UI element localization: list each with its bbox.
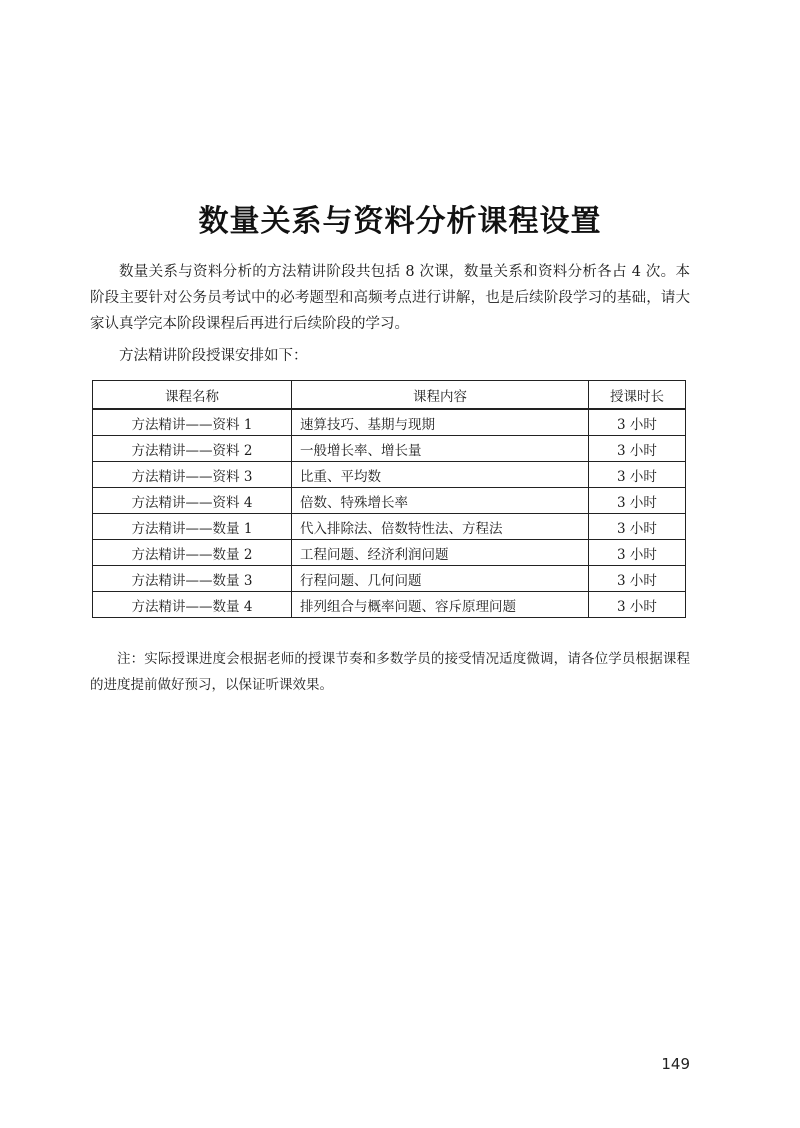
- course-duration-cell: 3 小时: [589, 514, 686, 540]
- header-course-duration: 授课时长: [589, 381, 686, 410]
- course-name-cell: 方法精讲——数量 3: [93, 566, 292, 592]
- page-number: 149: [661, 1055, 690, 1073]
- course-content-cell: 倍数、特殊增长率: [292, 488, 589, 514]
- course-duration-cell: 3 小时: [589, 436, 686, 462]
- intro-paragraph: 数量关系与资料分析的方法精讲阶段共包括 8 次课，数量关系和资料分析各占 4 次。本阶段主要针对公务员考试中的必考题型和高频考点进行讲解，也是后续阶段学习的基础，请大家认真学完本阶段课程后再进行后续阶段的学习。: [90, 264, 690, 332]
- course-duration-cell: 3 小时: [589, 566, 686, 592]
- table-row: [93, 462, 686, 488]
- table-row: [93, 436, 686, 462]
- schedule-note: 注：实际授课进度会根据老师的授课节奏和多数学员的接受情况适度微调，请各位学员根据课程的进度提前做好预习，以保证听课效果。: [90, 651, 690, 693]
- course-duration-cell: 3 小时: [589, 488, 686, 514]
- table-row: [93, 514, 686, 540]
- course-duration-cell: 3 小时: [589, 592, 686, 618]
- table-row: [93, 540, 686, 566]
- course-name-cell: 方法精讲——资料 1: [93, 409, 292, 436]
- course-content-cell: 比重、平均数: [292, 462, 589, 488]
- course-name-cell: 方法精讲——数量 4: [93, 592, 292, 618]
- table-row: [93, 592, 686, 618]
- course-duration-cell: 3 小时: [589, 409, 686, 436]
- course-content-cell: 工程问题、经济利润问题: [292, 540, 589, 566]
- course-name-cell: 方法精讲——资料 3: [93, 462, 292, 488]
- course-content-cell: 代入排除法、倍数特性法、方程法: [292, 514, 589, 540]
- course-name-cell: 方法精讲——资料 4: [93, 488, 292, 514]
- header-course-name: 课程名称: [93, 381, 292, 410]
- table-row: [93, 566, 686, 592]
- schedule-lead-text: 方法精讲阶段授课安排如下：: [119, 348, 308, 364]
- course-content-cell: 一般增长率、增长量: [292, 436, 589, 462]
- course-content-cell: 排列组合与概率问题、容斥原理问题: [292, 592, 589, 618]
- course-duration-cell: 3 小时: [589, 462, 686, 488]
- table-row: [93, 409, 686, 436]
- page-title: 数量关系与资料分析课程设置: [198, 204, 602, 240]
- course-duration-cell: 3 小时: [589, 540, 686, 566]
- table-header-row: [93, 381, 686, 410]
- course-name-cell: 方法精讲——数量 1: [93, 514, 292, 540]
- course-content-cell: 行程问题、几何问题: [292, 566, 589, 592]
- course-schedule-table: [92, 380, 686, 618]
- course-name-cell: 方法精讲——资料 2: [93, 436, 292, 462]
- table-row: [93, 488, 686, 514]
- course-name-cell: 方法精讲——数量 2: [93, 540, 292, 566]
- course-content-cell: 速算技巧、基期与现期: [292, 409, 589, 436]
- header-course-content: 课程内容: [292, 381, 589, 410]
